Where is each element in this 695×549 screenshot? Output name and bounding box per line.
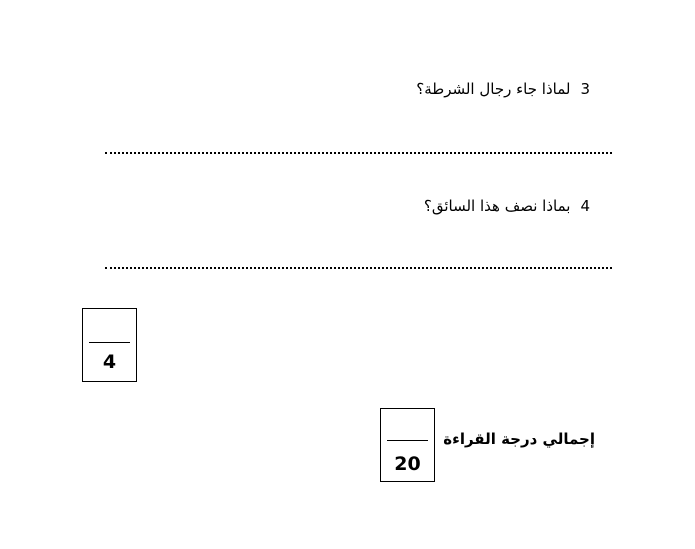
total-reading-label: إجمالي درجة القراءة <box>443 430 595 448</box>
score-blank-line <box>387 440 428 441</box>
total-score-value: 20 <box>394 453 421 475</box>
section-score-total: 4 <box>102 351 117 373</box>
score-blank-line <box>89 342 130 343</box>
question-text: لماذا جاء رجال الشرطة؟ <box>416 80 571 98</box>
question-4 <box>424 197 590 215</box>
question-number: 3 <box>580 80 590 98</box>
total-score-box <box>380 408 435 482</box>
question-3 <box>416 80 590 98</box>
answer-line-3[interactable] <box>105 152 612 154</box>
section-score-box <box>82 308 137 382</box>
question-number: 4 <box>580 197 590 215</box>
answer-line-4[interactable] <box>105 267 612 269</box>
question-text: بماذا نصف هذا السائق؟ <box>423 197 571 215</box>
